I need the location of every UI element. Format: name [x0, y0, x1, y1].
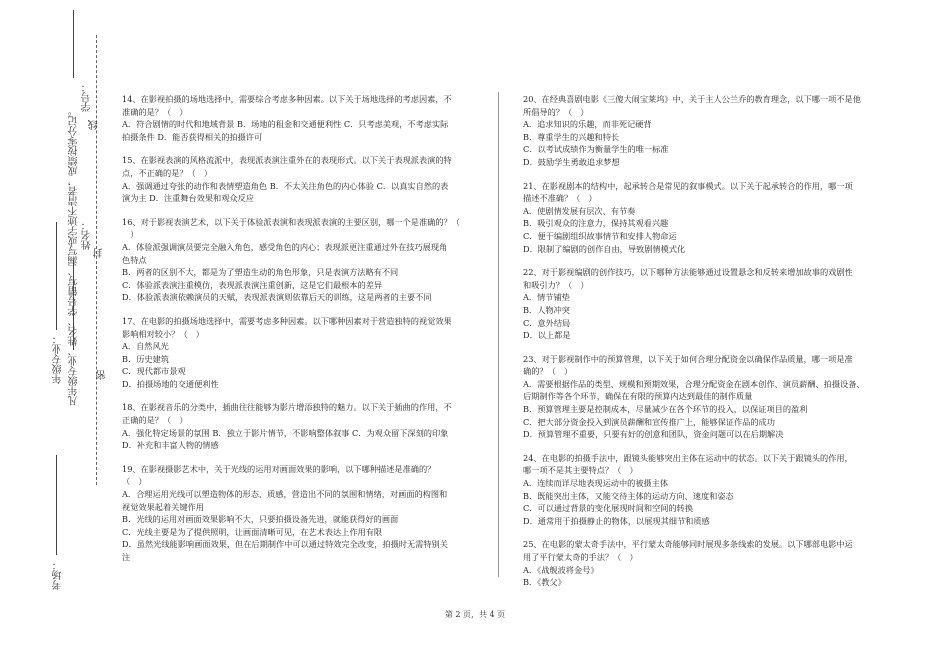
question-stem-line: 点，不正确的是？（ ） — [122, 167, 213, 178]
question — [122, 154, 480, 204]
question-option-line: B．既能突出主体，又能交待主体的运动方向、速度和姿态 — [523, 490, 734, 501]
question-option-line: A．追求知识的乐趣，而非死记硬背 — [523, 119, 652, 130]
left-column — [122, 93, 480, 575]
question-option-line: D．通常用于拍摄静止的物体，以展现其细节和质感 — [523, 515, 710, 526]
question-stem-line: 哪一项不是其主要特点？（ ） — [523, 465, 638, 476]
question-stem-line: 和吸引力？（ ） — [523, 279, 589, 290]
question-stem-line: 20、在经典喜剧电影《三傻大闹宝莱坞》中，关于主人公兰乔的教育理念，以下哪一项不是他 — [523, 94, 861, 104]
question-option-line: 演为主 D．注重舞台效果和观众反应 — [122, 193, 254, 204]
question-option-line: D．限制了编剧的创作自由，导致剧情模式化 — [523, 243, 686, 254]
question-option-line: C．便于编剧组织故事情节和安排人物命运 — [523, 230, 677, 241]
question — [523, 538, 881, 588]
binding-notice: 凡年级专业、姓名、学号错写、漏写或字迹不清者，成绩按零分记。 — [69, 106, 80, 406]
question-option-line: A．强调通过夸张的动作和表情塑造角色 B．不太关注角色的内心体验 C．以真实自然的表 — [122, 180, 449, 191]
question — [523, 353, 881, 441]
question-option-line: D．鼓励学生勇敢追求梦想 — [523, 156, 620, 167]
major-underline — [56, 222, 57, 330]
right-column — [523, 93, 881, 600]
question — [122, 93, 480, 143]
question-option-line: B．《教父》 — [523, 577, 566, 588]
question — [523, 452, 881, 528]
question — [122, 401, 480, 451]
question-option-line: A．符合剧情的时代和地域背景 B．场地的租金和交通便利性 C．只考虑美观，不考虑实际 — [122, 119, 449, 130]
question-stem-line: 确的？（ ） — [523, 366, 573, 377]
question-option-line: C．体验派表演注重模仿，表现派表演注重创新，这是它们最根本的差异 — [122, 279, 383, 290]
student-id-label: 学号： — [82, 82, 93, 112]
question-option-line: D．预算管理不重要，只要有好的创意和团队，资金问题可以在后期解决 — [523, 429, 784, 440]
question-option-line: B．两者的区别不大，都是为了塑造生动的角色形象，只是表演方法略有不同 — [122, 267, 399, 278]
page-footer: 第 2 页，共 4 页 — [444, 610, 506, 619]
question-stem-line: 16、对于影视表演艺术，以下关于体验派表演和表现派表演的主要区别，哪一个是准确的？（ — [122, 216, 460, 227]
question — [122, 463, 480, 564]
question-option-line: A．情节铺垫 — [523, 292, 570, 303]
binding-dashed-line — [96, 35, 97, 485]
question — [122, 216, 480, 304]
question-option-line: 色特点 — [122, 254, 147, 265]
question-stem-line: 22、对于影视编剧的创作技巧，以下哪种方法能够通过设置悬念和反转来增加故事的戏剧性 — [523, 267, 853, 278]
question-stem-line: 21、在影视剧本的结构中，起承转合是常见的叙事模式。以下关于起承转合的作用，哪一项 — [523, 180, 853, 191]
question-stem-line: 用了平行蒙太奇的手法？（ ） — [523, 552, 638, 562]
question-option-line: C．把大部分资金投入到演员薪酬和宣传推广上，能够保证作品的成功 — [523, 416, 775, 427]
question-option-line: C．以考试成绩作为衡量学生的唯一标准 — [523, 144, 669, 155]
question-option-line: 视觉效果起着关键作用 — [122, 501, 204, 512]
question-stem-line: 19、在影视摄影艺术中，关于光线的运用对画面效果的影响，以下哪种描述是准确的？ — [122, 463, 436, 474]
exam-site-label: 考场： — [53, 560, 64, 590]
binding-margin — [0, 0, 110, 672]
question-stem-line: 所倡导的？（ ） — [523, 106, 589, 117]
name-label: 姓名： — [82, 220, 93, 250]
question-option-line: A．需要根据作品的类型、规模和预期效果，合理分配资金在剧本创作、演员薪酬、拍摄设备、 — [523, 378, 865, 389]
question-option-line: B．历史建筑 — [122, 353, 169, 364]
exam-site-underline — [56, 455, 57, 555]
question-stem-line: 24、在电影的拍摄手法中，跟镜头能够突出主体在运动中的状态。以下关于跟镜头的作用， — [523, 452, 853, 463]
question-option-line: A．合理运用光线可以塑造物体的形态、质感，营造出不同的氛围和情绪，对画面的构图和 — [122, 489, 448, 500]
question-stem-line: 影响相对较小？（ ） — [122, 328, 204, 339]
question — [523, 93, 881, 169]
question-stem-line: 正确的是？（ ） — [122, 415, 188, 426]
student-id-underline — [73, 10, 74, 78]
question-option-line: C．可以通过背景的变化展现时间和空间的转换 — [523, 503, 694, 514]
seal-line-feng: 封 — [94, 248, 105, 258]
question-option-line: D．体验派表演依赖演员的天赋，表现派表演则依靠后天的训练，这是两者的主要不同 — [122, 292, 432, 303]
question-option-line: A．使剧情发展有层次、有节奏 — [523, 205, 636, 216]
question-option-line: B．吸引观众的注意力，保持其观看兴趣 — [523, 218, 669, 229]
seal-line-mi: 密 — [97, 370, 108, 380]
question-option-line: D．虽然光线能影响画面效果，但在后期制作中可以通过特效完全改变，拍摄时无需特别关 — [122, 539, 448, 550]
question-stem-line: 25、在电影的蒙太奇手法中，平行蒙太奇能够同时展现多条线索的发展。以下哪部电影中运 — [523, 539, 853, 550]
question-stem-line: 15、在影视表演的风格流派中，表现派表演注重外在的表现形式。以下关于表现派表演的特 — [122, 155, 452, 166]
question-stem-line: （ ） — [122, 476, 147, 487]
question-option-line: B．光线的运用对画面效果影响不大，只要拍摄设备先进，就能获得好的画面 — [122, 514, 399, 525]
question-option-line: 拍摄条件 D．能否获得相关的拍摄许可 — [122, 131, 263, 142]
question-option-line: A．连续而详尽地表现运动中的被摄主体 — [523, 478, 669, 489]
question-option-line: A．《战舰波将金号》 — [523, 564, 599, 575]
question-option-line: C．光线主要是为了提供照明，让画面清晰可见，在艺术表达上作用有限 — [122, 526, 383, 537]
question-stem-line: 23、对于影视制作中的预算管理，以下关于如何合理分配资金以确保作品质量，哪一项是准 — [523, 353, 853, 364]
question-option-line: C．现代都市景观 — [122, 366, 186, 377]
question-stem-line: 14、在影视拍摄的场地选择中，需要综合考虑多种因素。以下关于场地选择的考虑因素，不 — [122, 94, 452, 104]
question-stem-line: 18、在影视音乐的分类中，插曲往往能够为影片增添独特的魅力。以下关于插曲的作用，不 — [122, 402, 452, 413]
question-option-line: A．体验派强调演员要完全融入角色，感受角色的内心；表现派更注重通过外在技巧展现角 — [122, 241, 448, 252]
question — [523, 266, 881, 342]
seal-line-xian: 线 — [89, 120, 100, 130]
question-option-line: 注 — [122, 552, 131, 562]
question-option-line: B．预算管理主要是控制成本，尽量减少在各个环节的投入，以保证项目的盈利 — [523, 404, 808, 415]
question-stem-line: 准确的是？（ ） — [122, 106, 188, 117]
question-option-line: B．人物冲突 — [523, 304, 570, 315]
question-stem-line: ） — [122, 229, 139, 240]
question-option-line: 后期制作等各个环节，确保在有限的预算内达到最佳的制作质量 — [523, 391, 753, 402]
question-option-line: A．自然风光 — [122, 341, 169, 352]
question-option-line: D．拍摄场地的交通便利性 — [122, 378, 219, 389]
question-option-line: D．以上都是 — [523, 330, 571, 341]
question-option-line: C．意外结局 — [523, 317, 571, 328]
question-option-line: A．强化特定场景的氛围 B．独立于影片情节，不影响整体叙事 C．为观众留下深刻的印象 — [122, 427, 449, 438]
column-divider — [498, 92, 499, 577]
name-underline — [73, 260, 74, 350]
question — [523, 180, 881, 256]
question-option-line: D．补充和丰富人物的情感 — [122, 440, 219, 451]
question — [122, 315, 480, 391]
question-stem-line: 17、在电影的拍摄场地选择中，需要考虑多种因素。以下哪种因素对于营造独特的视觉效果 — [122, 315, 452, 326]
major-label: 年级专业： — [53, 334, 64, 384]
question-stem-line: 描述不准确？（ ） — [523, 193, 597, 204]
question-option-line: B．尊重学生的兴趣和特长 — [523, 131, 620, 142]
